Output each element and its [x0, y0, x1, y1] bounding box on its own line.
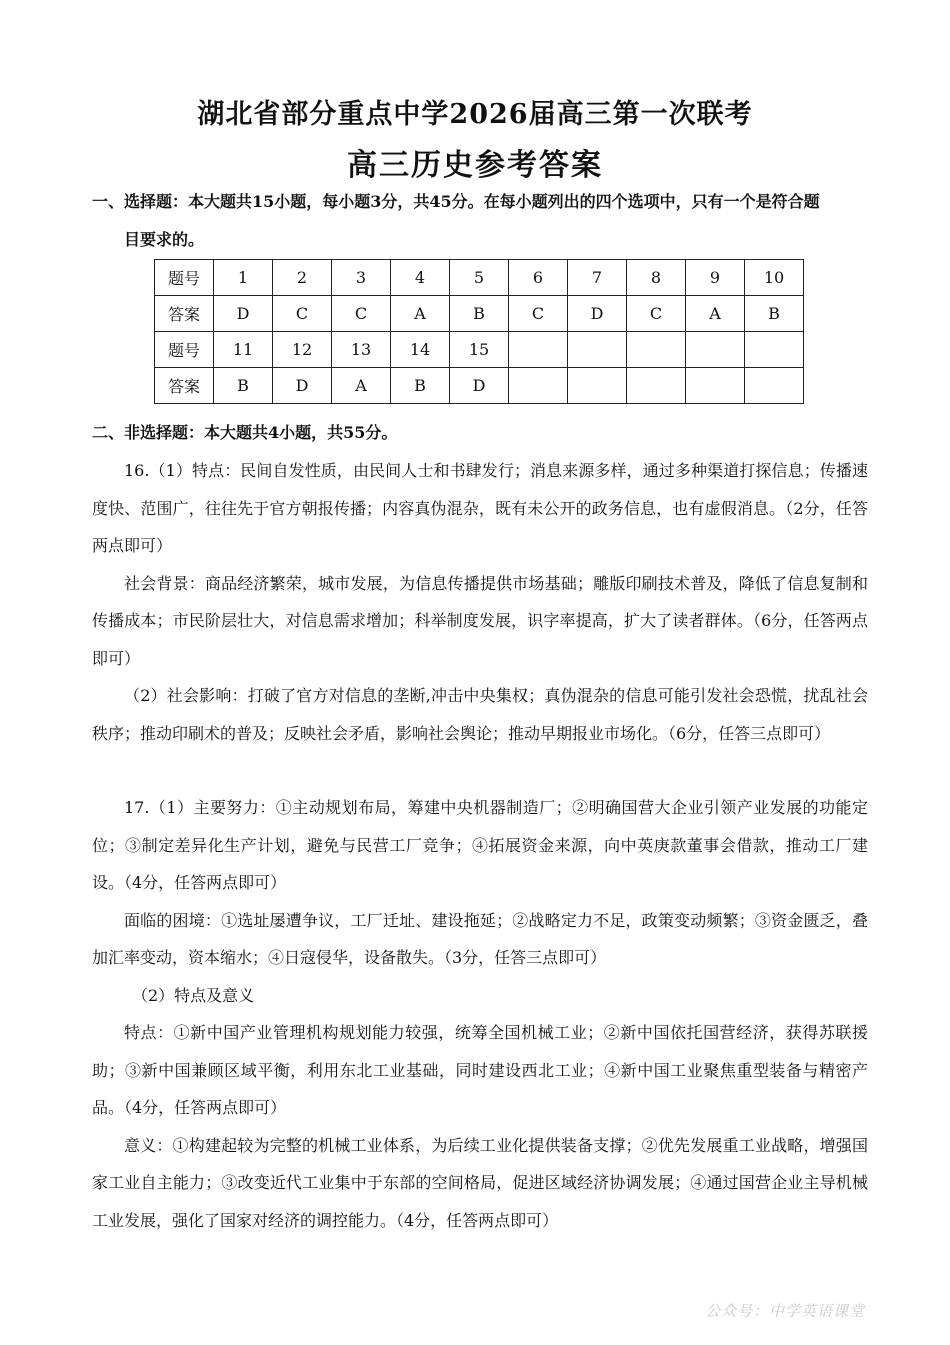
q-cell: 10: [745, 260, 804, 296]
section2-heading: [92, 414, 872, 452]
q-cell: 3: [332, 260, 391, 296]
q-cell: 12: [273, 332, 332, 368]
q-cell: 9: [686, 260, 745, 296]
a-cell: C: [627, 296, 686, 332]
q16-part2-impact: （2）社会影响：打破了官方对信息的垄断,冲击中央集权；真伪混杂的信息可能引发社会恐慌，扰乱社会秩序；推动印刷术的普及；反映社会矛盾，影响社会舆论；推动早期报业市场化。（6分，任答三点即可）: [92, 686, 868, 743]
a-cell-empty: [627, 368, 686, 404]
row-label-answer: 答案: [155, 296, 214, 332]
q-cell: 15: [450, 332, 509, 368]
q-cell: 11: [214, 332, 273, 368]
section1-heading-line2: 目要求的。: [124, 230, 205, 249]
answer-key-title: 高三历史参考答案: [347, 148, 603, 183]
a-cell: A: [332, 368, 391, 404]
q-cell: 2: [273, 260, 332, 296]
row-label-question: 题号: [155, 260, 214, 296]
a-cell: C: [509, 296, 568, 332]
a-cell: D: [568, 296, 627, 332]
q-cell: 7: [568, 260, 627, 296]
a-cell: B: [214, 368, 273, 404]
a-cell: C: [273, 296, 332, 332]
a-cell: A: [391, 296, 450, 332]
a-cell: D: [450, 368, 509, 404]
q17-part2-features: 特点：①新中国产业管理机构规划能力较强，统筹全国机械工业；②新中国依托国营经济，获得苏联援助；③新中国兼顾区域平衡，利用东北工业基础，同时建设西北工业；④新中国工业聚焦重型装备与精密产品。（4分，任答两点即可）: [92, 1023, 868, 1117]
q17-part1-difficulties: 面临的困境：①选址屡遭争议，工厂迁址、建设拖延；②战略定力不足，政策变动频繁；③资金匮乏，叠加汇率变动，资本缩水；④日寇侵华，设备散失。（3分，任答三点即可）: [92, 910, 868, 967]
q-cell: 4: [391, 260, 450, 296]
section2-heading-text: 二、非选择题：本大题共4小题，共55分。: [92, 423, 398, 442]
answer-row-2: [155, 368, 804, 404]
q-cell: 8: [627, 260, 686, 296]
q-cell: 13: [332, 332, 391, 368]
exam-title: 湖北省部分重点中学2026届高三第一次联考: [197, 99, 753, 130]
question-16-answers: [92, 452, 868, 752]
question-number-row-2: [155, 332, 804, 368]
watermark-text: 公众号：中学英语课堂: [705, 1302, 866, 1320]
question-17-answers: [92, 789, 868, 1239]
a-cell: B: [391, 368, 450, 404]
row-label-question: 题号: [155, 332, 214, 368]
section1-heading-line1: 一、选择题：本大题共15小题，每小题3分，共45分。在每小题列出的四个选项中，只有一个是符合题: [92, 192, 820, 211]
q-cell-empty: [509, 332, 568, 368]
a-cell: D: [273, 368, 332, 404]
q17-part2-significance: 意义：①构建起较为完整的机械工业体系，为后续工业化提供装备支撑；②优先发展重工业战略，增强国家工业自主能力；③改变近代工业集中于东部的空间格局，促进区域经济协调发展；④通过国营企业主导机械工业发展，强化了国家对经济的调控能力。（4分，任答两点即可）: [92, 1135, 868, 1230]
q-cell: 14: [391, 332, 450, 368]
question-number-row-1: [155, 260, 804, 296]
q16-part1-background: 社会背景：商品经济繁荣，城市发展，为信息传播提供市场基础；雕版印刷技术普及，降低了信息复制和传播成本；市民阶层壮大，对信息需求增加；科举制度发展，识字率提高，扩大了读者群体。（6分，任答两点即可）: [92, 573, 868, 668]
a-cell-empty: [686, 368, 745, 404]
q-cell-empty: [745, 332, 804, 368]
q-cell: 5: [450, 260, 509, 296]
a-cell: C: [332, 296, 391, 332]
a-cell: B: [450, 296, 509, 332]
a-cell: D: [214, 296, 273, 332]
a-cell: A: [686, 296, 745, 332]
answer-table: [154, 259, 804, 404]
answer-row-1: [155, 296, 804, 332]
q-cell-empty: [686, 332, 745, 368]
q-cell: 6: [509, 260, 568, 296]
q-cell-empty: [627, 332, 686, 368]
q16-part1-features: 16.（1）特点：民间自发性质，由民间人士和书肆发行；消息来源多样，通过多种渠道打探信息；传播速度快、范围广，往往先于官方朝报传播；内容真伪混杂，既有未公开的政务信息，也有虚假消息。（2分，任答两点即可）: [92, 461, 868, 555]
a-cell-empty: [568, 368, 627, 404]
q-cell: 1: [214, 260, 273, 296]
q17-part1-efforts: 17.（1）主要努力：①主动规划布局，筹建中央机器制造厂；②明确国营大企业引领产业发展的功能定位；③制定差异化生产计划，避免与民营工厂竞争；④拓展资金来源，向中英庚款董事会借款，推动工厂建设。（4分，任答两点即可）: [92, 798, 868, 892]
a-cell-empty: [509, 368, 568, 404]
q-cell-empty: [568, 332, 627, 368]
q17-part2-heading: （2）特点及意义: [132, 985, 255, 1005]
a-cell: B: [745, 296, 804, 332]
section1-heading: [92, 183, 872, 259]
row-label-answer: 答案: [155, 368, 214, 404]
a-cell-empty: [745, 368, 804, 404]
